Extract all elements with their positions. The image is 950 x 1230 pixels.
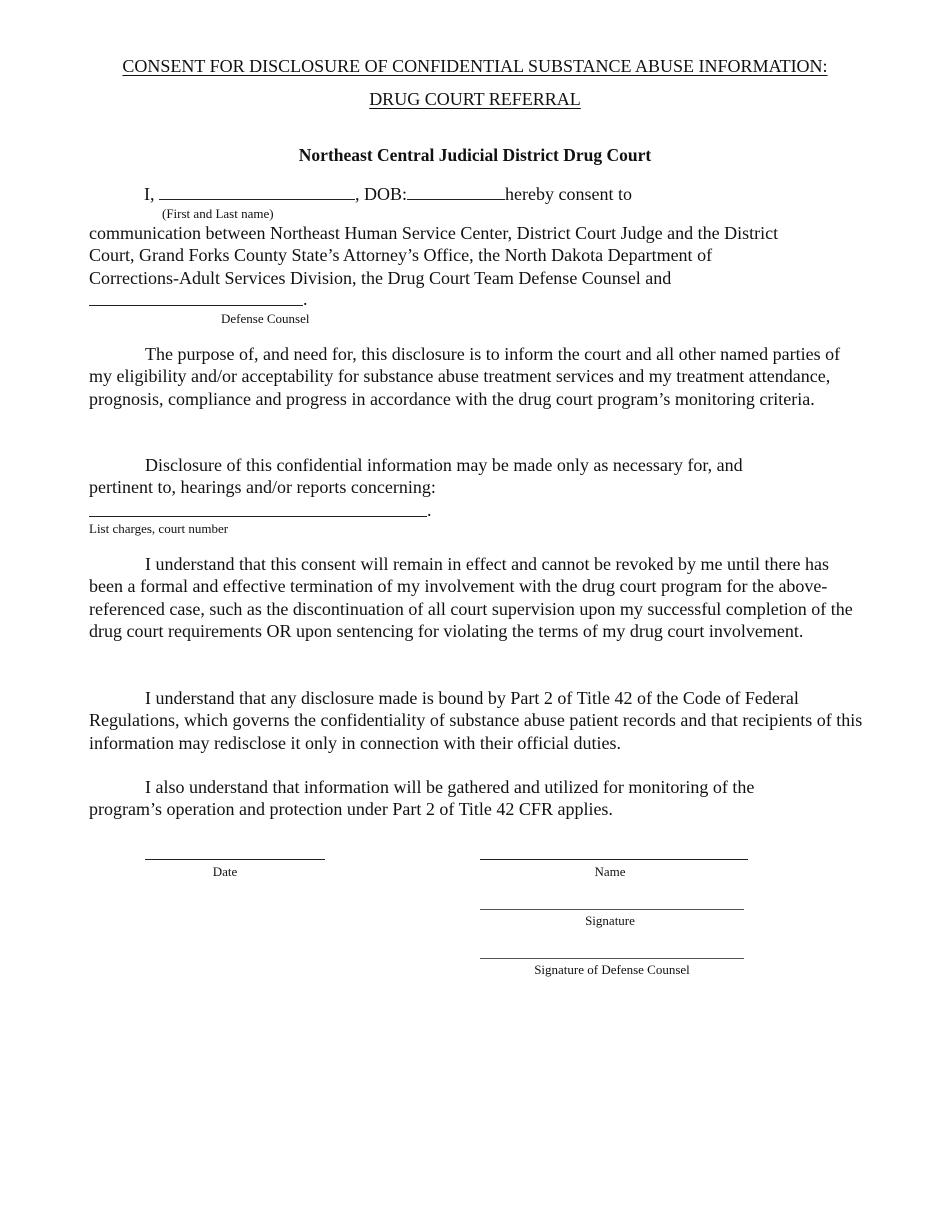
disclosure-text: Disclosure of this confidential information may be made only as necessary for, and pertinent to, hearings and/or reports concerning: bbox=[89, 455, 743, 498]
consent-suffix: hereby consent to bbox=[505, 184, 632, 204]
monitoring-paragraph bbox=[89, 776, 829, 821]
purpose-paragraph bbox=[89, 343, 864, 410]
name-field-caption: (First and Last name) bbox=[162, 206, 274, 221]
disclosure-paragraph bbox=[89, 454, 809, 499]
redisclosure-paragraph bbox=[89, 687, 869, 754]
name-label: Name bbox=[594, 864, 626, 879]
dob-label: , DOB: bbox=[355, 184, 408, 204]
defense-signature-line-field[interactable] bbox=[480, 958, 744, 959]
charges-period: . bbox=[427, 500, 432, 520]
defense-counsel-period: . bbox=[303, 289, 308, 309]
dob-blank-field[interactable] bbox=[407, 183, 505, 200]
name-blank-field[interactable] bbox=[159, 183, 355, 200]
date-label: Date bbox=[212, 864, 238, 879]
consent-prefix: I, bbox=[144, 184, 155, 204]
consent-line bbox=[144, 183, 632, 205]
monitoring-text: I also understand that information will be gathered and utilized for monitoring of the program’s operation and protection under Part 2 of Title 42 CFR applies. bbox=[89, 777, 755, 820]
court-name: Northeast Central Judicial District Drug Court bbox=[298, 145, 652, 165]
revocation-text: I understand that this consent will remain in effect and cannot be revoked by me until there has been a formal and effective termination of my involvement with the drug court program for the above-referenced case, such as the discontinuation of all court supervision upon my successful completion of the drug court requirements OR upon sentencing for violating the terms of my drug court involvement. bbox=[89, 554, 853, 642]
charges-caption: List charges, court number bbox=[89, 521, 229, 536]
revocation-paragraph bbox=[89, 553, 864, 643]
communication-line-3: Corrections-Adult Services Division, the Drug Court Team Defense Counsel and bbox=[89, 268, 672, 288]
form-title-line2: DRUG COURT REFERRAL bbox=[369, 89, 581, 109]
purpose-text: The purpose of, and need for, this disclosure is to inform the court and all other named parties of my eligibility and/or acceptability for substance abuse treatment services and my treatment attendance, prognosis, compliance and progress in accordance with the drug court program’s monitoring criteria. bbox=[89, 344, 841, 409]
name-line-field[interactable] bbox=[480, 859, 748, 860]
signature-line-field[interactable] bbox=[480, 909, 744, 910]
defense-counsel-blank-field[interactable] bbox=[89, 305, 303, 306]
charges-blank-field[interactable] bbox=[89, 516, 427, 517]
defense-signature-label: Signature of Defense Counsel bbox=[534, 962, 690, 977]
communication-line-2: Court, Grand Forks County State’s Attorney’s Office, the North Dakota Department of bbox=[89, 245, 713, 265]
redisclosure-text: I understand that any disclosure made is bound by Part 2 of Title 42 of the Code of Federal Regulations, which governs the confidentiality of substance abuse patient records and that recipients of this information may redisclose it only in connection with their official duties. bbox=[89, 688, 863, 753]
communication-line-1: communication between Northeast Human Service Center, District Court Judge and the District bbox=[89, 223, 779, 243]
form-title-line1: CONSENT FOR DISCLOSURE OF CONFIDENTIAL SUBSTANCE ABUSE INFORMATION: bbox=[122, 56, 828, 76]
date-line-field[interactable] bbox=[145, 859, 325, 860]
signature-label: Signature bbox=[585, 913, 635, 928]
defense-counsel-caption: Defense Counsel bbox=[221, 311, 310, 326]
